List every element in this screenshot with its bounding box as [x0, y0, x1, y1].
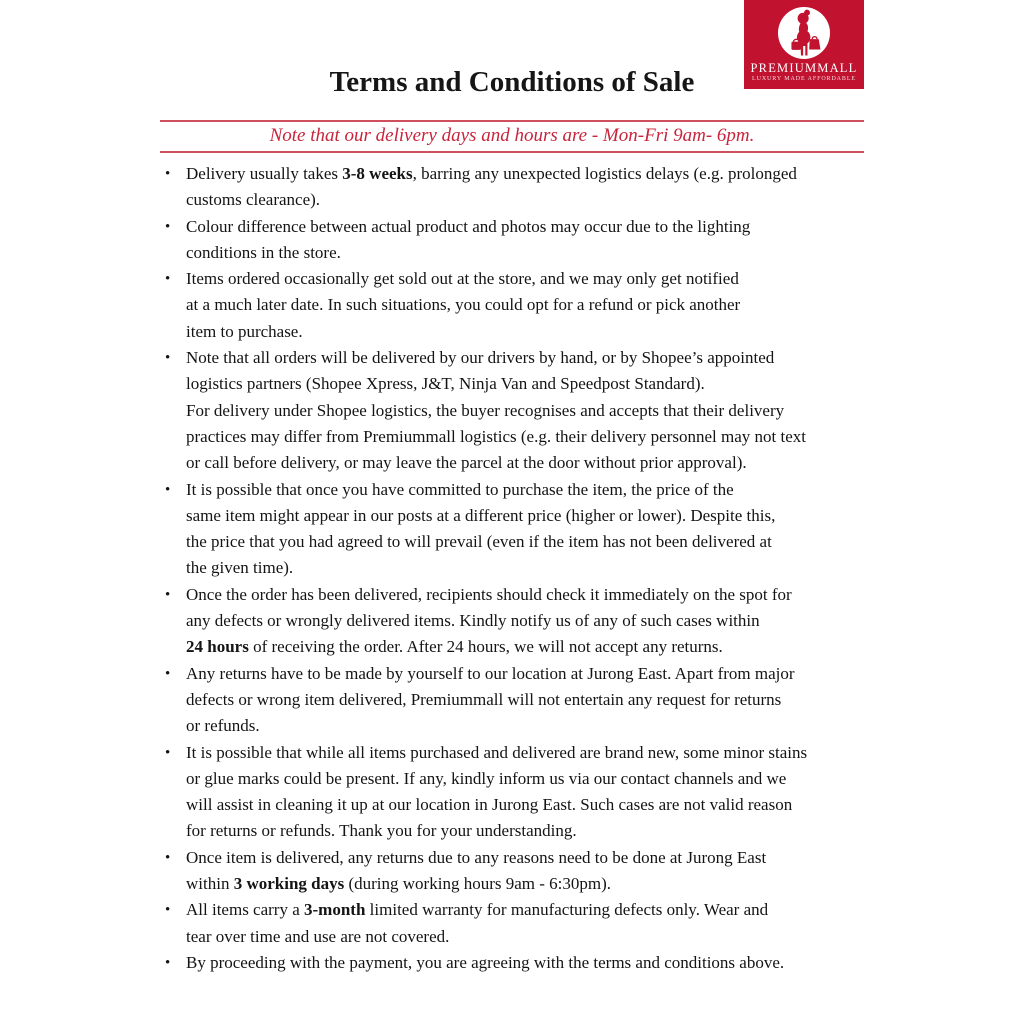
term-text: All items carry a 3-month limited warranty for manufacturing defects only. Wear and tear over time and use are not covered.	[186, 900, 769, 946]
term-text: It is possible that while all items purchased and delivered are brand new, some minor stains or glue marks could be present. If any, kindly inform us via our contact channels and we will assist in cleaning it up at our location in Jurong East. Such cases are not valid reason for returns or refunds. Thank you for your understanding.	[186, 742, 808, 841]
term-item	[160, 582, 876, 661]
page-title: Terms and Conditions of Sale	[329, 66, 695, 98]
term-item	[160, 740, 876, 845]
bullet-icon: •	[165, 271, 171, 288]
term-item	[160, 345, 876, 476]
term-text: Delivery usually takes 3-8 weeks, barring any unexpected logistics delays (e.g. prolonged customs clearance).	[186, 164, 797, 210]
bullet-icon: •	[165, 586, 171, 603]
bullet-icon: •	[165, 954, 171, 971]
logo-name: PREMIUMMALL	[750, 61, 858, 75]
term-text: Once the order has been delivered, recipients should check it immediately on the spot for any defects or wrongly delivered items. Kindly notify us of any of such cases within 24 hours of receiving the order. After 24 hours, we will not accept any returns.	[186, 584, 792, 657]
term-item	[160, 214, 876, 267]
woman-with-shopping-bags-icon	[778, 7, 830, 59]
term-text: Colour difference between actual product and photos may occur due to the lighting conditions in the store.	[186, 216, 751, 262]
delivery-notice-text: Note that our delivery days and hours are - Mon-Fri 9am- 6pm.	[269, 125, 755, 146]
bullet-icon: •	[165, 849, 171, 866]
term-item	[160, 897, 876, 950]
term-text: Any returns have to be made by yourself to our location at Jurong East. Apart from major defects or wrong item delivered, Premiummall will not entertain any request for returns or refunds.	[186, 663, 795, 736]
term-item	[160, 661, 876, 740]
logo-tagline: LUXURY MADE AFFORDABLE	[752, 76, 856, 82]
terms-list	[160, 161, 876, 976]
bullet-icon: •	[165, 166, 171, 182]
term-item	[160, 266, 876, 345]
term-item	[160, 161, 876, 214]
bullet-icon: •	[165, 902, 171, 919]
bullet-icon: •	[165, 350, 171, 367]
logo-circle	[778, 7, 830, 59]
term-item	[160, 477, 876, 582]
bullet-icon: •	[165, 218, 171, 235]
term-text: Once item is delivered, any returns due to any reasons need to be done at Jurong East within 3 working days (during working hours 9am - 6:30pm).	[186, 847, 767, 894]
bullet-icon: •	[165, 481, 171, 498]
term-text: Items ordered occasionally get sold out at the store, and we may only get notified at a much later date. In such situations, you could opt for a refund or pick another item to purchase.	[186, 269, 741, 341]
bullet-icon: •	[165, 665, 171, 682]
delivery-notice-band	[160, 120, 864, 153]
term-text: Note that all orders will be delivered by our drivers by hand, or by Shopee’s appointed logistics partners (Shopee Xpress, J&T, Ninja Van and Speedpost Standard). For delivery under Shopee logistics, the buyer recognises and accepts that their delivery practices may differ from Premiummall logistics (e.g. their delivery personnel may not text or call before delivery, or may leave the parcel at the door without prior approval).	[186, 348, 807, 473]
term-text: By proceeding with the payment, you are agreeing with the terms and conditions above.	[186, 952, 785, 972]
bullet-icon: •	[165, 744, 171, 761]
term-text: It is possible that once you have committed to purchase the item, the price of the same item might appear in our posts at a different price (higher or lower). Despite this, the price that you had agreed to will prevail (even if the item has not been delivered at the given time).	[186, 479, 776, 578]
term-item	[160, 950, 876, 976]
term-item	[160, 845, 876, 898]
